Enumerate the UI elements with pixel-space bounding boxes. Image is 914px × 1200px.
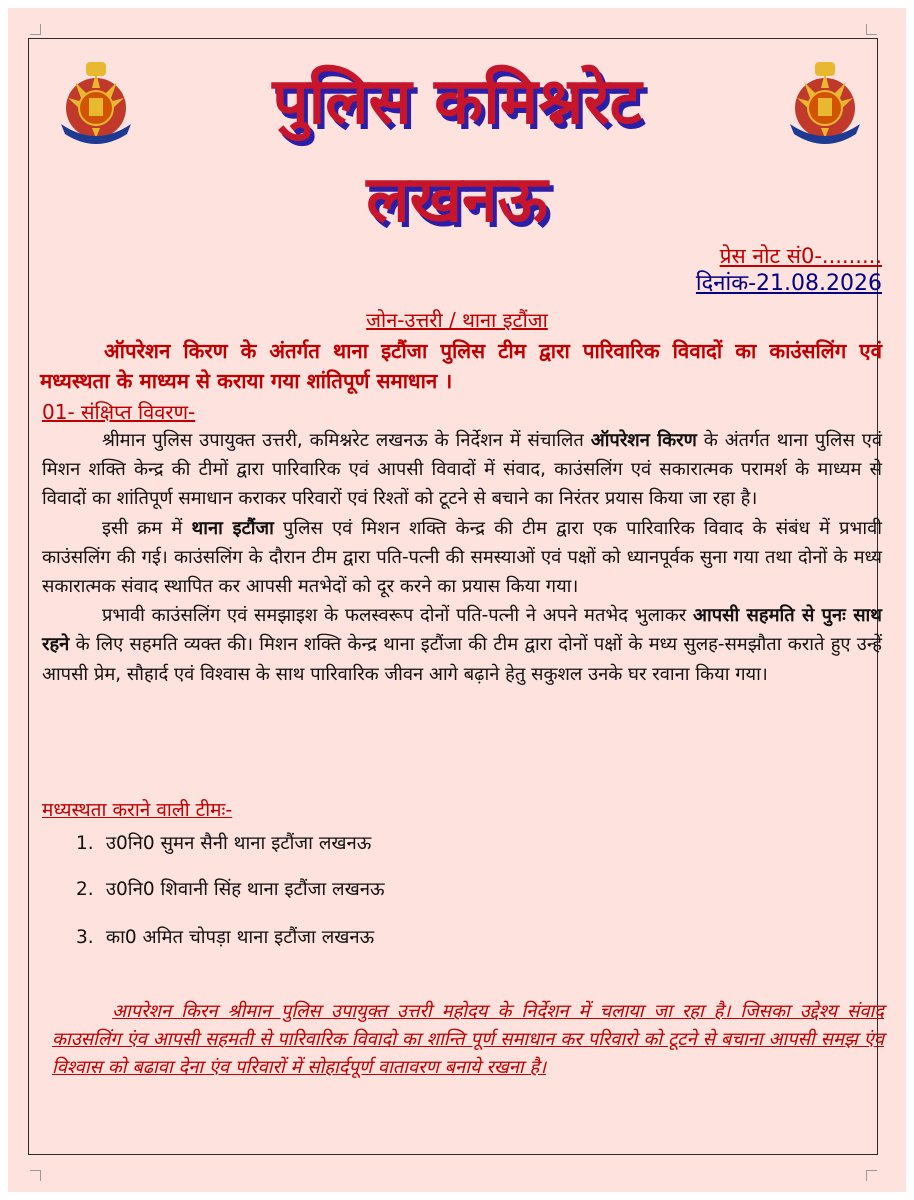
bold-text: ऑपरेशन किरण	[590, 430, 697, 451]
press-note-number: प्रेस नोट सं0-.........	[719, 244, 882, 268]
crop-mark	[866, 1170, 877, 1181]
paragraph: प्रभावी काउंसलिंग एवं समझाइश के फलस्वरूप दोनों पति-पत्नी ने अपने मतभेद भुलाकर आपसी सहमति से पुनः साथ रहने के लिए सहमति व्यक्त की। मिशन शक्ति केन्द्र थाना इटौंजा की टीम द्वारा दोनों पक्षों के मध्य सुलह-समझौता कराते हुए उन्हें आपसी प्रेम, सौहार्द एवं विश्वास के साथ पारिवारिक जीवन आगे बढ़ाने हेतु सकुशल उनके घर रवाना किया गया।	[42, 605, 882, 685]
paragraph: इसी क्रम में थाना इटौंजा पुलिस एवं मिशन शक्ति केन्द्र की टीम द्वारा एक पारिवारिक विवाद के संबंध में प्रभावी काउंसलिंग की गई। काउंसलिंग के दौरान टीम द्वारा पति-पत्नी की समस्याओं एवं पक्षों को ध्यानपूर्वक सुना गया तथा दोनों के मध्य सकारात्मक संवाद स्थापित कर आपसी मतभेदों को दूर करने का प्रयास किया गया।	[42, 517, 882, 598]
list-item: 3. का0 अमित चोपड़ा थाना इटौंजा लखनऊ	[76, 927, 375, 948]
headline: ऑपरेशन किरण के अंतर्गत थाना इटौंजा पुलिस टीम द्वारा पारिवारिक विवादों का काउंसलिंग एवं मध्यस्थता के माध्यम से कराया गया शांतिपूर्ण समाधान ।	[40, 339, 882, 393]
section-title: 01- संक्षिप्त विवरण-	[42, 400, 196, 424]
crop-mark	[30, 1170, 41, 1181]
list-item: 2. उ0नि0 शिवानी सिंह थाना इटौंजा लखनऊ	[76, 879, 385, 900]
team-heading: मध्यस्थता कराने वाली टीमः-	[42, 799, 233, 821]
zone-station: जोन-उत्तरी / थाना इटौंजा	[366, 308, 548, 332]
press-note-block	[696, 242, 882, 298]
summary-body	[42, 426, 882, 689]
crop-mark	[30, 24, 41, 35]
page-title: पुलिस कमिश्नरेट	[272, 65, 642, 139]
paragraph: श्रीमान पुलिस उपायुक्त उत्तरी, कमिश्नरेट लखनऊ के निर्देशन में संचालित ऑपरेशन किरण के अंतर्गत थाना पुलिस एवं मिशन शक्ति केन्द्र की टीमों द्वारा पारिवारिक एवं आपसी विवादों में संवाद, काउंसलिंग एवं सकारात्मक परामर्श के माध्यम से विवादों का शांतिपूर्ण समाधान कराकर परिवारों एवं रिश्तों को टूटने से बचाने का निरंतर प्रयास किया जा रहा है।	[42, 430, 882, 510]
bold-text: थाना इटौंजा	[191, 517, 274, 539]
press-note-date: दिनांक-21.08.2026	[695, 271, 882, 296]
list-item: 1. उ0नि0 सुमन सैनी थाना इटौंजा लखनऊ	[76, 833, 372, 854]
bold-text: आपसी सहमति से पुनः साथ रहने	[42, 605, 882, 656]
crop-mark	[866, 24, 877, 35]
operation-footnote: आपरेशन किरन श्रीमान पुलिस उपायुक्त उत्तरी महोदय के निर्देशन में चलाया जा रहा है। जिसका उद्देश्य संवाद काउसलिंग एंव आपसी सहमती से पारिवारिक विवादो का शान्ति पूर्ण समाधान कर परिवारो को टूटने से बचाना आपसी समझ एंव विश्वास को बढावा देना एंव परिवारों में सोहार्दपूर्ण वातावरण बनाये रखना है।	[52, 1001, 884, 1078]
page-title-city: लखनऊ	[366, 163, 548, 237]
